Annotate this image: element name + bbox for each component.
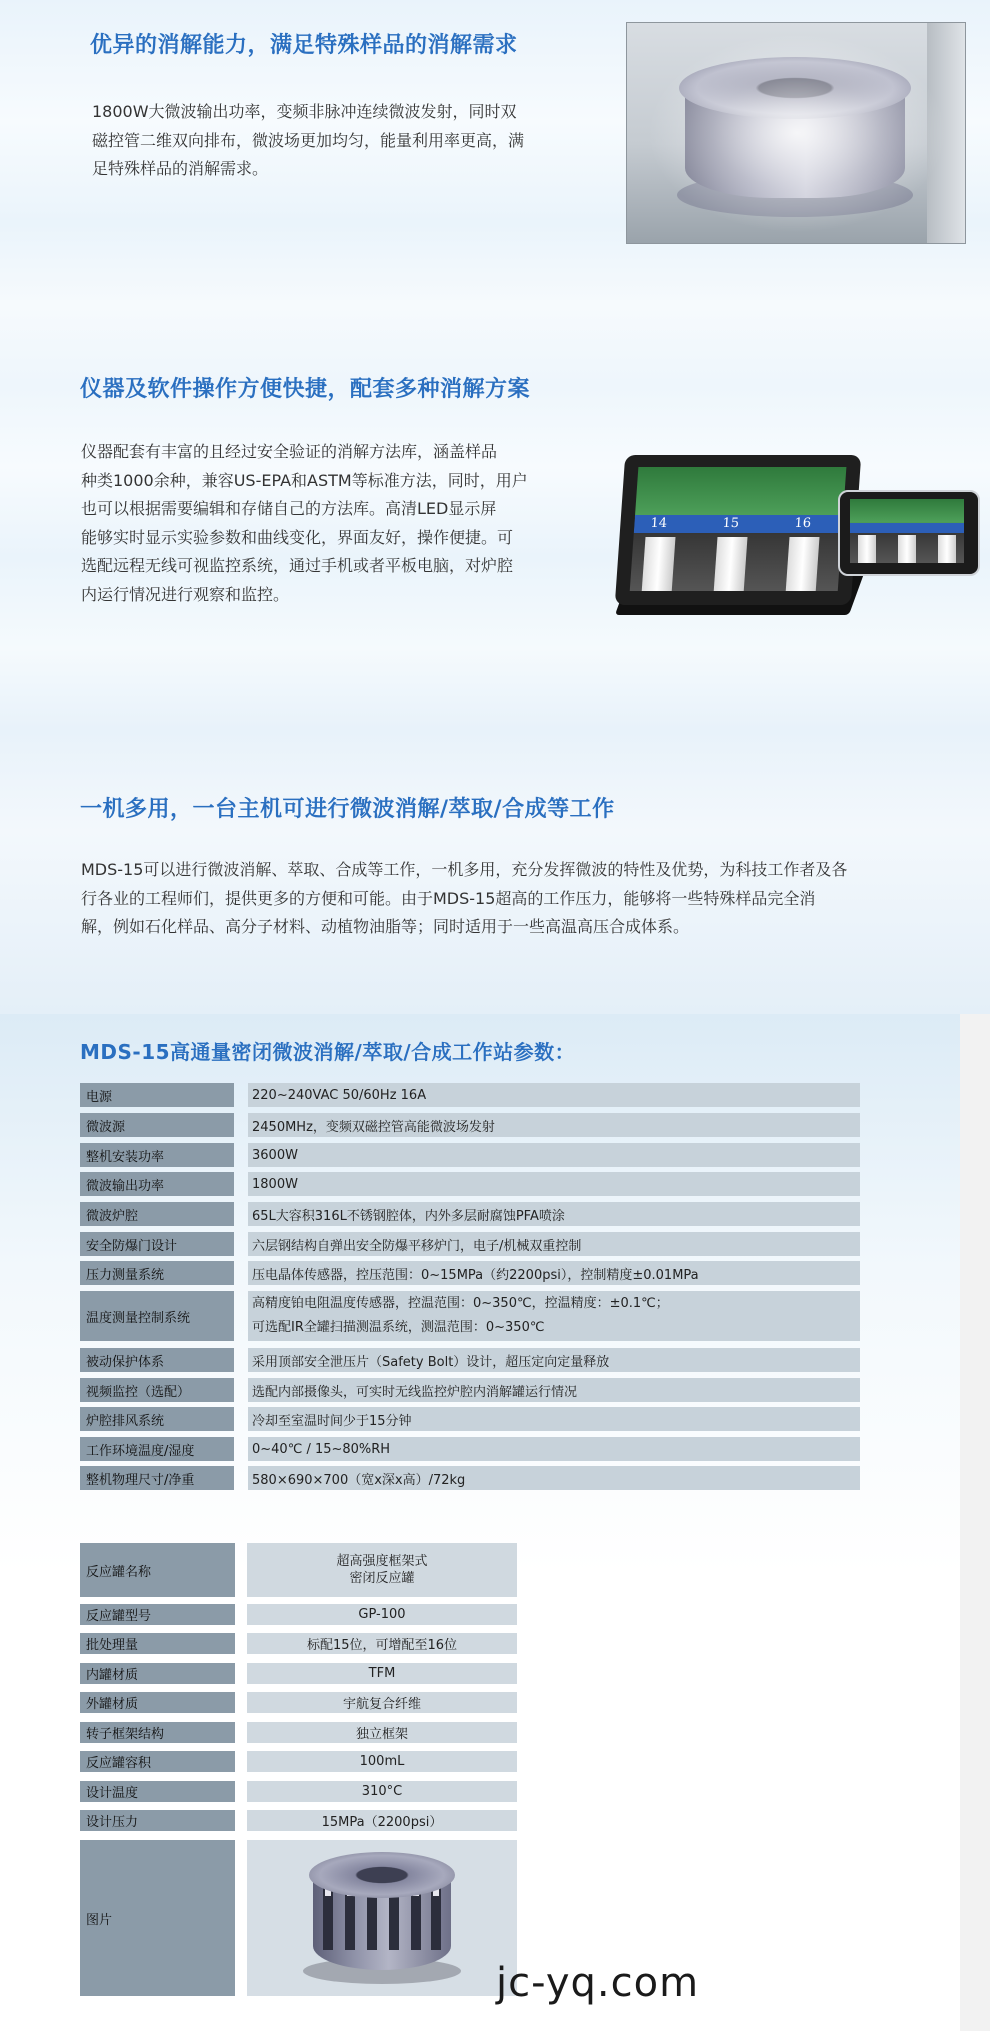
- param-value: 2450MHz，变频双磁控管高能微波场发射: [248, 1113, 860, 1137]
- vessel-label: 图片: [80, 1840, 235, 1996]
- table-row: [80, 1113, 780, 1137]
- param-label: 工作环境温度/湿度: [80, 1437, 234, 1461]
- rotor-chamber-image: [626, 22, 966, 244]
- vessel-value-line: 密闭反应罐: [349, 1571, 415, 1586]
- vessel-label: 反应罐容积: [80, 1751, 235, 1772]
- param-value: 冷却至室温时间少于15分钟: [248, 1407, 860, 1431]
- param-value: 六层钢结构自弹出安全防爆平移炉门，电子/机械双重控制: [248, 1232, 860, 1256]
- vessel-shape: [898, 535, 916, 563]
- param-value: 1800W: [248, 1172, 860, 1196]
- phone-device: [838, 490, 980, 576]
- param-value: 0~40℃ / 15~80%RH: [248, 1437, 860, 1461]
- text-line: 也可以根据需要编辑和存储自己的方法库。高清LED显示屏: [81, 499, 497, 518]
- param-label: 安全防爆门设计: [80, 1232, 234, 1256]
- table-row: [80, 1083, 780, 1107]
- text-line: 种类1000余种，兼容US-EPA和ASTM等标准方法，同时，用户: [81, 470, 528, 490]
- param-label: 微波源: [80, 1113, 234, 1137]
- vessel-shape: [938, 535, 956, 563]
- rotor-vessel-image: [309, 1852, 455, 1984]
- vessel-shape: [714, 537, 748, 591]
- param-label: 被动保护体系: [80, 1348, 234, 1372]
- text-line: 仪器配套有丰富的且经过安全验证的消解方法库，涵盖样品: [81, 442, 498, 461]
- param-value: 3600W: [248, 1143, 860, 1167]
- vessel-label: 转子框架结构: [80, 1722, 235, 1743]
- table-row: [80, 1437, 780, 1461]
- param-label: 整机安装功率: [80, 1143, 234, 1167]
- param-label: 微波炉腔: [80, 1202, 234, 1226]
- microwave-glow: [647, 33, 947, 233]
- vessel-shape: [642, 537, 676, 591]
- tablet-device: [615, 455, 861, 605]
- vessel-value: GP-100: [247, 1604, 517, 1625]
- text-line: 能够实时显示实验参数和曲线变化，界面友好，操作便捷。可: [81, 527, 514, 547]
- params-title: MDS-15高通量密闭微波消解/萃取/合成工作站参数：: [80, 1040, 576, 1064]
- param-label: 压力测量系统: [80, 1261, 234, 1285]
- screen-bar: [850, 523, 964, 533]
- vessel-value: [247, 1543, 517, 1597]
- vessel-label: 外罐材质: [80, 1692, 235, 1713]
- vessel-shape: [786, 537, 820, 591]
- section-text-digestion: [92, 98, 524, 184]
- vessel-value: TFM: [247, 1663, 517, 1684]
- text-line: 磁控管二维双向排布，微波场更加均匀，能量利用率更高，满: [92, 130, 525, 150]
- tablet-phone-image: [620, 455, 980, 620]
- vessel-value: 15MPa（2200psi）: [247, 1810, 517, 1831]
- table-row: [80, 1261, 780, 1285]
- table-row: [80, 1172, 780, 1196]
- vessel-label: 设计压力: [80, 1810, 235, 1831]
- phone-screen: [850, 499, 964, 563]
- vessel-image-cell: [247, 1840, 517, 1996]
- table-row: [80, 1348, 780, 1372]
- param-label: 温度测量控制系统: [80, 1291, 234, 1341]
- text-line: 行各业的工程师们，提供更多的方便和可能。由于MDS-15超高的工作压力，能够将一些特殊样品完全消: [81, 888, 816, 908]
- vessel-value: 100mL: [247, 1751, 517, 1772]
- section-text-multipurpose: [81, 856, 847, 942]
- param-label: 炉腔排风系统: [80, 1407, 234, 1431]
- param-value: 65L大容积316L不锈钢腔体，内外多层耐腐蚀PFA喷涂: [248, 1202, 860, 1226]
- table-row: [80, 1407, 780, 1431]
- text-line: 选配远程无线可视监控系统，通过手机或者平板电脑，对炉腔: [81, 556, 514, 575]
- table-row: [80, 1232, 780, 1256]
- vessel-value: 标配15位，可增配至16位: [247, 1633, 517, 1654]
- section-text-software: [81, 438, 528, 609]
- section-title-digestion: 优异的消解能力，满足特殊样品的消解需求: [90, 33, 518, 58]
- tablet-screen: [630, 467, 847, 591]
- text-line: MDS-15可以进行微波消解、萃取、合成等工作，一机多用，充分发挥微波的特性及优势，为科技工作者及各: [81, 860, 848, 879]
- table-row: [80, 1291, 780, 1341]
- section-title-software: 仪器及软件操作方便快捷，配套多种消解方案: [80, 377, 531, 402]
- vessel-number: 16: [793, 516, 812, 531]
- param-label: 微波输出功率: [80, 1172, 234, 1196]
- text-line: 足特殊样品的消解需求。: [92, 159, 269, 178]
- text-line: 1800W大微波输出功率，变频非脉冲连续微波发射，同时双: [92, 102, 517, 121]
- text-line: 解，例如石化样品、高分子材料、动植物油脂等；同时适用于一些高温高压合成体系。: [81, 917, 690, 936]
- table-row: [80, 1202, 780, 1226]
- rotor-top: [309, 1852, 455, 1898]
- vessel-shape: [858, 535, 876, 563]
- param-value: [248, 1291, 860, 1341]
- vessel-number: 14: [649, 516, 668, 531]
- vessel-label: 反应罐型号: [80, 1604, 235, 1625]
- text-line: 内运行情况进行观察和监控。: [81, 584, 290, 604]
- vessel-number: 15: [721, 516, 740, 531]
- table-row: [80, 1466, 780, 1490]
- right-edge-strip: [960, 1014, 990, 2031]
- param-label: 整机物理尺寸/净重: [80, 1466, 234, 1490]
- vessel-value: 独立框架: [247, 1722, 517, 1743]
- vessel-value: 宇航复合纤维: [247, 1692, 517, 1713]
- param-label: 电源: [80, 1083, 234, 1107]
- section-title-multipurpose: 一机多用，一台主机可进行微波消解/萃取/合成等工作: [80, 797, 615, 822]
- param-value: 选配内部摄像头，可实时无线监控炉腔内消解罐运行情况: [248, 1378, 860, 1402]
- table-row: [80, 1143, 780, 1167]
- table-row: [80, 1378, 780, 1402]
- param-value: 压电晶体传感器，控压范围：0~15MPa（约2200psi），控制精度±0.01MPa: [248, 1261, 860, 1285]
- param-value-line: 可选配IR全罐扫描测温系统，测温范围：0~350℃: [252, 1320, 545, 1335]
- vessel-value-line: 超高强度框架式: [336, 1554, 428, 1569]
- param-value: 580×690×700（宽x深x高）/72kg: [248, 1466, 860, 1490]
- vessel-label: 反应罐名称: [80, 1543, 235, 1597]
- param-value: 采用顶部安全泄压片（Safety Bolt）设计，超压定向定量释放: [248, 1348, 860, 1372]
- param-value-line: 高精度铂电阻温度传感器，控温范围：0~350℃，控温精度：±0.1℃；: [252, 1296, 669, 1311]
- vessel-label: 设计温度: [80, 1781, 235, 1802]
- site-watermark: jc-yq.com: [496, 1960, 700, 2006]
- param-value: 220~240VAC 50/60Hz 16A: [248, 1083, 860, 1107]
- vessel-label: 批处理量: [80, 1633, 235, 1654]
- param-label: 视频监控（选配）: [80, 1378, 234, 1402]
- vessel-value: 310°C: [247, 1781, 517, 1802]
- vessel-label: 内罐材质: [80, 1663, 235, 1684]
